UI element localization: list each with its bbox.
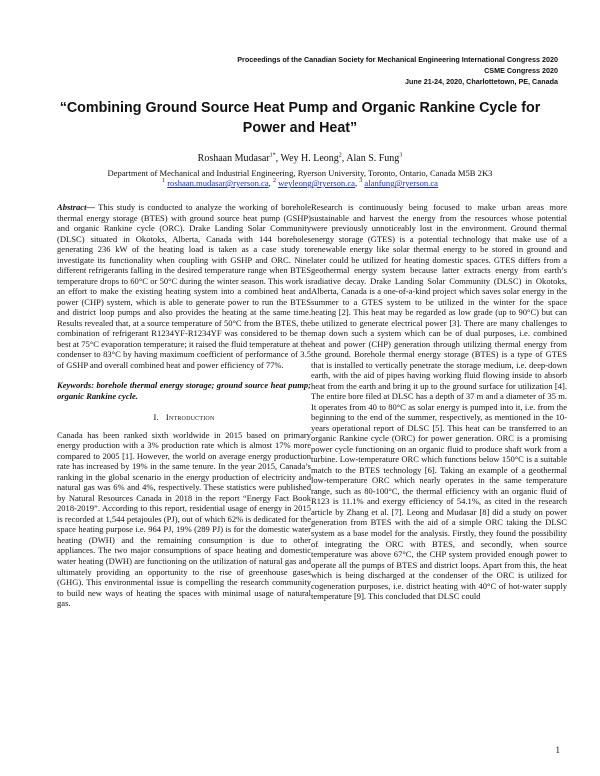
author-superscript: 3 (399, 152, 403, 159)
left-column (57, 202, 311, 747)
header-line-date-location: June 21-24, 2020, Charlottetown, PE, Canada (405, 76, 558, 86)
email-link[interactable]: alanfung@ryerson.ca (364, 178, 438, 188)
paper-title: “Combining Ground Source Heat Pump and Organic Rankine Cycle for Power and Heat” (59, 100, 541, 136)
affiliation: Department of Mechanical and Industrial Engineering, Ryerson University, Toronto, Ontario, Canada M5B 2K3 (107, 168, 493, 178)
author-superscript: 2 (338, 152, 342, 159)
author-name: Roshaan Mudasar (197, 153, 270, 164)
abstract-text: This study is conducted to analyze the working of borehole thermal energy storage (BTES) with ground source heat pump (GSHP) and organic Rankine cycle (ORC). Drake Landing Solar Community (DLSC) situated in Okotoks, Alberta, Canada with 144 boreholes generating 236 kW of the heating load is taken as a case study to investigate its functionality when coupling with GSHP and ORC. Nine different refrigerants falling in the desired temperature range when BTES temperature drops to 60°C or 50°C during the winter season. This work is an effort to make the existing heating system into a combined heat and power (CHP) system, which is able to generate power to run the BTES and district loop pumps and also provides the heating at the same time. Results revealed that, at a source temperature of 50°C from the BTES, the combination of refrigerant R1234YF-R1234YF was considered to be the best at 75°C evaporation temperature; it raised the fluid temperature at the condenser to 83°C by having maximum coefficient of performance of 3.5 of GSHP and overall combined heat and power efficiency of 77%. (57, 202, 311, 370)
email-superscript: 2 (272, 178, 276, 185)
proceedings-header (237, 55, 558, 87)
section-title: Introduction (165, 412, 215, 423)
section-number: I. (153, 412, 159, 423)
email-superscript: 1 (162, 178, 166, 185)
page-number: 1 (555, 745, 560, 755)
email-link[interactable]: roshaan.mudasar@ryerson.ca (167, 178, 269, 188)
author-name: Alan S. Fung (346, 153, 400, 164)
abstract-label: Abstract— (57, 202, 95, 212)
author-list: Roshaan Mudasar$^{1*}$, Wey H. Leong$^2$, Alan S. Fung$^3$ (197, 152, 403, 164)
abstract (57, 202, 311, 370)
author-emails: $^1$ roshaan.mudasar@ryerson.ca, $^2$ weyleong@ryerson.ca, $^3$ alanfung@ryerson.ca (162, 178, 438, 188)
email-link[interactable]: weyleong@ryerson.ca (278, 178, 355, 188)
author-name: Wey H. Leong (280, 153, 339, 164)
section-heading (57, 412, 311, 423)
author-superscript: 1* (269, 152, 276, 159)
header-line-conference: Proceedings of the Canadian Society for Mechanical Engineering International Congress 2020 (237, 55, 558, 64)
right-column (311, 202, 567, 747)
header-line-congress: CSME Congress 2020 (484, 65, 558, 75)
email-superscript: 3 (359, 178, 363, 185)
body-paragraph: Research is continuously being focused to make urban areas more sustainable and harvest the energy from the resources whose potential were previously unnoticeably lost in the environment. Ground thermal energy storage (GTES) is a potential technology that make use of a renewable energy like solar thermal energy to be stored in ground and later could be utilized for heating domestic spaces. GTES differs from a geothermal energy system because latter extracts energy from earth’s radiative decay. Drake Landing Solar Community (DLSC) in Okotoks, Alberta, Canada is a one-of-a-kind project which saves solar energy in the summer to a GTES system to be utilized in the winter for the space heating [2]. This heat may be regarded as low grade (up to 90°C) but can be utilized to generate electrical power [3]. There are many challenges to map down such a system which can be of dual purposes, i.e. combined heat and power (CHP) generation through utilizing thermal energy from the ground. Borehole thermal energy storage (BTES) is a type of GTES that is installed to vertically penetrate the storage medium, i.e. deep-down earth, with the aid of pipes having working fluid flowing inside to absorb heat from the earth and bring it up to the ground surface for utilization [4]. The entire bore filed at DLSC has a depth of 37 m and a diameter of 35 m. It operates from 40 to 80°C as solar energy is pumped into it, i.e. from the beginning to the end of the summer, respectively, as mentioned in the 10-years operational report of DLSC [5]. This heat can be transferred to an organic Rankine cycle (ORC) for power generation. ORC is a promising power cycle functioning on an organic fluid to produce shaft work from a turbine. Low-temperature ORC which functions below 150°C is a suitable match to the BTES technology [6]. Taking an example of a geothermal low-temperature ORC which nearly operates in the same temperature range, such as 80-100°C, the thermal efficiency with an organic fluid of R123 is 11.1% and exergy efficiency of 54.1%, as cited in the research article by Zhang et al. [7]. Leong and Mudasar [8] did a study on power generation from BTES with the aid of a simple ORC taking the DLSC system as a base model for the analysis. Firstly, they found the possibility of integrating the ORC with BTES, and secondly, when source temperature was above 67°C, the CHP system provided enough power to operate all the pumps of BTES and district loops. Apart from this, the heat which is being discharged at the condenser of the ORC is utilized for cogeneration purposes, i.e. district heating with 40°C of hot-water supply temperature [9]. This concluded that DLSC could (311, 202, 567, 602)
keywords: Keywords: borehole thermal energy storage; ground source heat pump; organic Rankine cycle. (57, 380, 311, 401)
intro-paragraph: Canada has been ranked sixth worldwide in 2015 based on primary energy production with a 3% production rate which is almost 17% more compared to 2005 [1]. However, the world on average energy production rate has increased by 19% in the same tenure. In the year 2015, Canada’s ranking in the global scenario in the energy production of electricity and natural gas was 6% and 4%, respectively. These statistics were published by Natural Resources Canada in 2018 in the report “Energy Fact Book 2018-2019”. According to this report, residential usage of energy in 2015 is recorded at 1,544 petajoules (PJ), out of which 62% is dedicated for the space heating purpose i.e. 964 PJ, 19% (289 PJ) is for the domestic water heating (DWH) and the remaining consumption is due to other appliances. The two major consumptions of space heating and domestic water heating (DWH) are functioning on the utilization of natural gas and ultimately providing an opportunity to the rise of greenhouse gases (GHG). This environmental issue is compelling the research community to build new ways of heating the spaces with minimal usage of natural gas. (57, 429, 311, 609)
